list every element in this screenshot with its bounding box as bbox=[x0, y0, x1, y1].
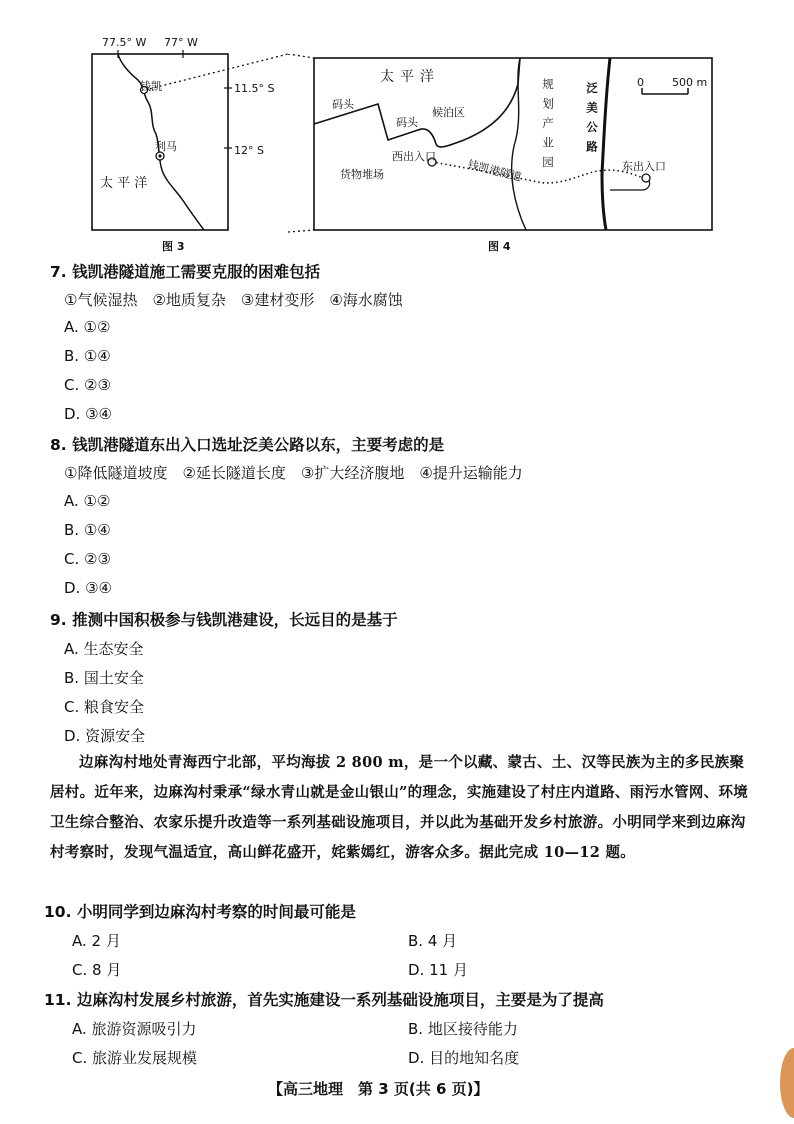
page-footer: 【高三地理 第 3 页(共 6 页)】 bbox=[268, 1080, 489, 1098]
industrial-park-label: 规划产业园 bbox=[541, 78, 555, 176]
question-11-stem: 11. 边麻沟村发展乡村旅游，首先实施建设一系列基础设施项目，主要是为了提高 bbox=[44, 991, 604, 1009]
question-9-stem: 9. 推测中国积极参与钱凯港建设，长远目的是基于 bbox=[50, 611, 398, 629]
question-11-option-d[interactable]: D. 目的地知名度 bbox=[408, 1049, 520, 1067]
anchorage-label: 候泊区 bbox=[432, 106, 465, 119]
east-entrance-label: 东出入口 bbox=[622, 160, 666, 173]
question-8-option-c[interactable]: C. ②③ bbox=[64, 550, 111, 568]
pier-label-2: 码头 bbox=[396, 116, 418, 129]
longitude-label-77-5w: 77.5° W bbox=[102, 36, 147, 49]
figure-4-frame bbox=[288, 54, 718, 234]
question-8-option-a[interactable]: A. ①② bbox=[64, 492, 111, 510]
ocean-label-fig3: 太 平 洋 bbox=[100, 176, 148, 191]
question-9-option-b[interactable]: B. 国土安全 bbox=[64, 669, 144, 687]
ocean-label-fig4: 太平洋 bbox=[380, 69, 440, 85]
question-9-option-c[interactable]: C. 粮食安全 bbox=[64, 698, 145, 716]
question-10-option-c[interactable]: C. 8 月 bbox=[72, 961, 122, 979]
question-7-stem: 7. 钱凯港隧道施工需要克服的困难包括 bbox=[50, 263, 321, 281]
question-10-stem: 10. 小明同学到边麻沟村考察的时间最可能是 bbox=[44, 903, 356, 921]
east-entrance-marker bbox=[642, 174, 650, 182]
cargo-yard-label: 货物堆场 bbox=[340, 168, 384, 181]
scale-label-distance: 500 m bbox=[672, 76, 708, 89]
question-7-option-d[interactable]: D. ③④ bbox=[64, 405, 112, 423]
latitude-label-12s: 12° S bbox=[234, 144, 264, 157]
latitude-label-11-5s: 11.5° S bbox=[234, 82, 275, 95]
tunnel-label: 钱凯港隧道 bbox=[466, 157, 523, 184]
question-10-option-d[interactable]: D. 11 月 bbox=[408, 961, 468, 979]
question-11-option-a[interactable]: A. 旅游资源吸引力 bbox=[72, 1020, 197, 1038]
park-boundary bbox=[512, 58, 526, 230]
question-10-option-b[interactable]: B. 4 月 bbox=[408, 932, 458, 950]
question-10-option-a[interactable]: A. 2 月 bbox=[72, 932, 121, 950]
question-7-option-c[interactable]: C. ②③ bbox=[64, 376, 111, 394]
question-8-option-b[interactable]: B. ①④ bbox=[64, 521, 111, 539]
scale-label-zero: 0 bbox=[637, 76, 644, 89]
question-8-stem: 8. 钱凯港隧道东出入口选址泛美公路以东，主要考虑的是 bbox=[50, 436, 445, 454]
pier-label-1: 码头 bbox=[332, 98, 354, 111]
question-9-option-d[interactable]: D. 资源安全 bbox=[64, 727, 146, 745]
place-label-lima: 利马 bbox=[155, 140, 177, 153]
highway-label: 泛美公路 bbox=[585, 82, 599, 160]
question-9-option-a[interactable]: A. 生态安全 bbox=[64, 640, 144, 658]
highway-line bbox=[602, 58, 610, 230]
place-label-qiankai: 钱凯 bbox=[140, 80, 162, 93]
question-11-option-b[interactable]: B. 地区接待能力 bbox=[408, 1020, 518, 1038]
longitude-label-77w: 77° W bbox=[164, 36, 198, 49]
corner-stain bbox=[780, 1048, 794, 1118]
question-11-option-c[interactable]: C. 旅游业发展规模 bbox=[72, 1049, 198, 1067]
west-entrance-label: 西出入口 bbox=[392, 150, 436, 163]
figure-3-frame bbox=[88, 50, 288, 235]
question-7-items: ①气候湿热 ②地质复杂 ③建材变形 ④海水腐蚀 bbox=[64, 291, 403, 309]
figure-3-caption: 图 3 bbox=[162, 240, 185, 253]
figure-4-caption: 图 4 bbox=[488, 240, 511, 253]
tunnel-path bbox=[432, 162, 644, 183]
question-8-option-d[interactable]: D. ③④ bbox=[64, 579, 112, 597]
question-7-option-b[interactable]: B. ①④ bbox=[64, 347, 111, 365]
question-8-items: ①降低隧道坡度 ②延长隧道长度 ③扩大经济腹地 ④提升运输能力 bbox=[64, 464, 523, 482]
reading-passage: 边麻沟村地处青海西宁北部，平均海拔 2 800 m，是一个以藏、蒙古、土、汉等民族为主的多民族聚居村。近年来，边麻沟村秉承“绿水青山就是金山银山”的理念，实施建设了村庄内道路、雨污水管网、环境卫生综合整治、农家乐提升改造等一系列基础设施项目，并以此为基础开发乡村旅游。小明同学来到边麻沟村考察时，发现气温适宜，高山鲜花盛开，姹紫嫣红，游客众多。据此完成 10—12 题。 bbox=[50, 754, 749, 861]
question-7-option-a[interactable]: A. ①② bbox=[64, 318, 111, 336]
